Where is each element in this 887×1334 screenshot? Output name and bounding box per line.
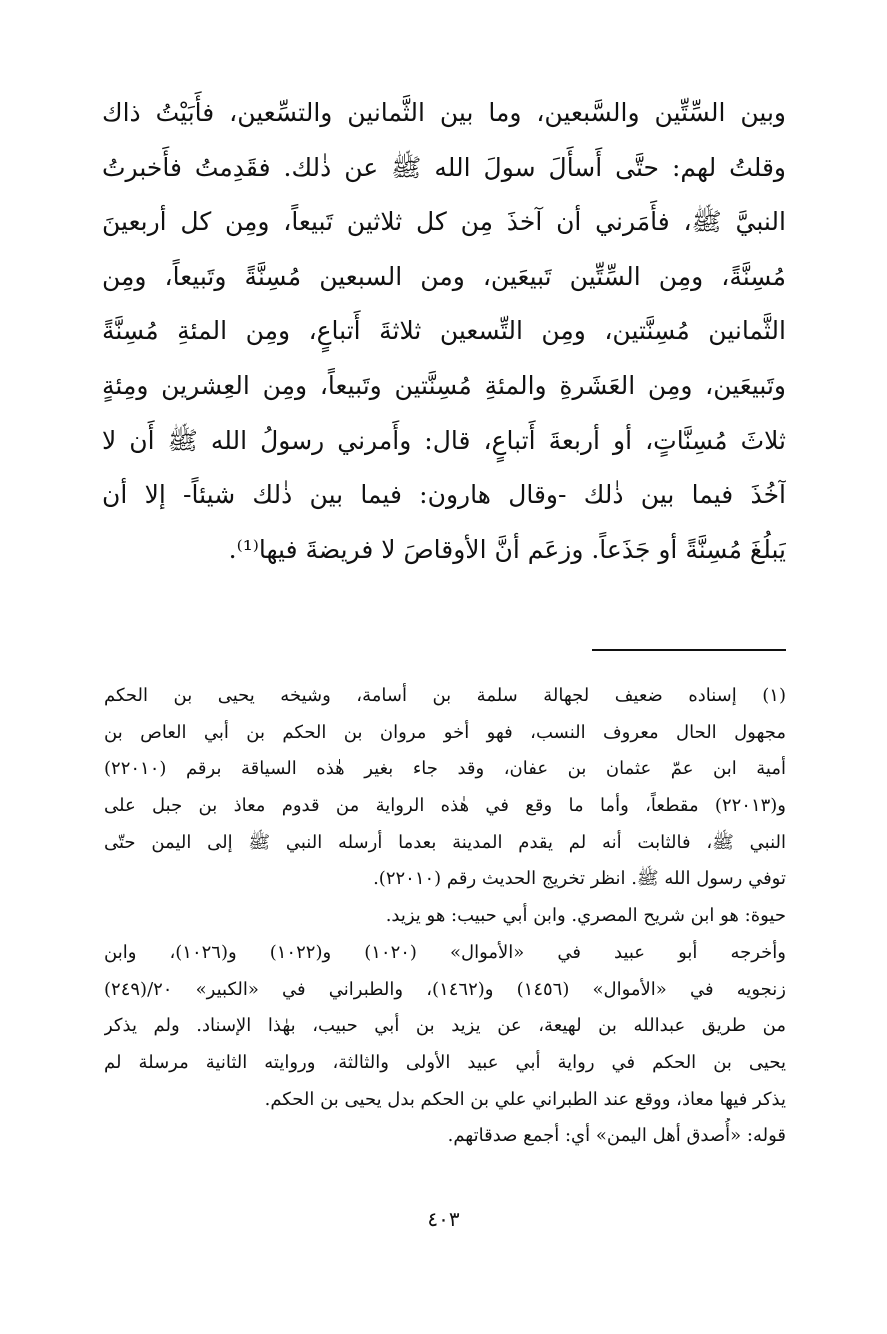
footnote-line: (١) إسناده ضعيف لجهالة سلمة بن أسامة، وشيخه يحيى بن الحكم <box>104 685 786 706</box>
main-text-line: وقلتُ لهم: حتَّى أَسأَلَ سولَ الله ﷺ عن ذٰلك. فقَدِمتُ فأَخبرتُ <box>102 152 786 182</box>
footnote-line: زنجويه في «الأموال» (١٤٥٦) و(١٤٦٢)، والطبراني في «الكبير» ٢٠/(٢٤٩) <box>104 978 786 1000</box>
footnote-line: مجهول الحال معروف النسب، فهو أخو مروان بن الحكم بن أبي العاص بن <box>104 721 786 743</box>
footnote-line: من طريق عبدالله بن لهيعة، عن يزيد بن أبي حبيب، بهٰذا الإسناد. ولم يذكر <box>104 1015 786 1037</box>
footnote-line: وأخرجه أبو عبيد في «الأموال» (١٠٢٠) و(١٠٢٢) و(١٠٢٦)، وابن <box>104 941 786 963</box>
footnote-line: يذكر فيها معاذ، ووقع عند الطبراني علي بن الحكم بدل يحيى بن الحكم. <box>264 1088 786 1110</box>
page-number: ٤٠٣ <box>427 1207 460 1231</box>
footnote-separator <box>592 649 786 651</box>
footnote-line: النبي ﷺ، فالثابت أنه لم يقدم المدينة بعدما أرسله النبي ﷺ إلى اليمن حتّى <box>104 831 786 853</box>
footnote-line: أمية ابن عمّ عثمان بن عفان، وقد جاء بغير هٰذه السياقة برقم (٢٢٠١٠) <box>104 758 786 780</box>
footnote-line: توفي رسول الله ﷺ. انظر تخريج الحديث رقم (٢٢٠١٠). <box>373 868 786 890</box>
footnote-line: حيوة: هو ابن شريح المصري. وابن أبي حبيب: هو يزيد. <box>385 905 786 927</box>
main-text-line: مُسِنَّةً، ومِن السِّتِّين تَبيعَين، ومن السبعين مُسِنَّةً وتَبيعاً، ومِن <box>102 261 786 291</box>
main-text-line: الثَّمانين مُسِنَّتين، ومِن التِّسعين ثلاثةَ أَتباعٍ، ومِن المئةِ مُسِنَّةً <box>102 316 786 346</box>
footnote-line: و(٢٢٠١٣) مقطعاً، وأما ما وقع في هٰذه الرواية من قدوم معاذ بن جبل على <box>104 795 786 817</box>
main-text-line: ثلاثَ مُسِنَّاتٍ، أو أربعةَ أَتباعٍ، قال: وأَمرني رسولُ الله ﷺ أَن لا <box>102 425 786 455</box>
footnotes <box>104 678 786 1155</box>
footnote-line: يحيى بن الحكم في رواية أبي عبيد الأولى والثالثة، وروايته الثانية مرسلة لم <box>104 1051 786 1073</box>
main-text-line: وتَبيعَين، ومِن العَشَرةِ والمئةِ مُسِنَّتين وتَبيعاً، ومِن العِشرين ومِئةٍ <box>102 370 786 400</box>
footnote-line: قوله: «أُصدق أهل اليمن» أي: أجمع صدقاتهم. <box>447 1125 786 1147</box>
main-text-line: آخُذَ فيما بين ذٰلك -وقال هارون: فيما بين ذٰلك شيئاً- إلا أن <box>102 480 786 510</box>
main-text-line: يَبلُغَ مُسِنَّةً أو جَذَعاً. وزعَم أنَّ الأوقاصَ لا فريضةَ فيها⁽¹⁾. <box>228 534 786 564</box>
main-text-line: وبين السِّتِّين والسَّبعين، وما بين الثَّمانين والتسِّعين، فأَبَيْتُ ذاك <box>102 98 786 127</box>
main-text <box>102 86 786 577</box>
main-text-line: النبيَّ ﷺ، فأَمَرني أن آخذَ مِن كل ثلاثين تَبيعاً، ومِن كل أربعينَ <box>102 207 786 237</box>
